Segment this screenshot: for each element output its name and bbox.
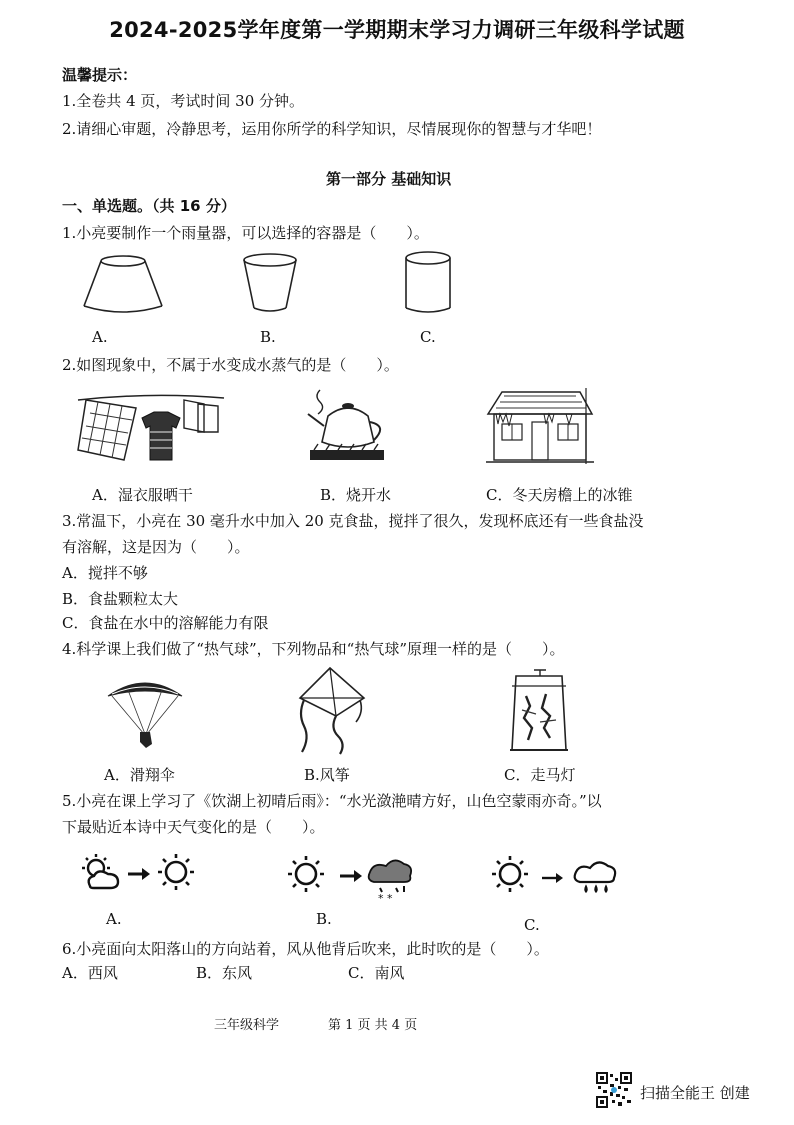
sun-icon	[158, 854, 194, 890]
q4-option-a: A．滑翔伞	[104, 766, 175, 784]
footer-subject: 三年级科学	[214, 1018, 280, 1033]
weather-option-a-figure	[76, 852, 202, 894]
q6-option-c: C．南风	[348, 964, 405, 982]
question-5-stem-line1: 5.小亮在课上学习了《饮湖上初晴后雨》：“水光潋滟晴方好，山色空蒙雨亦奇。”以	[62, 792, 602, 810]
q1-option-c: C.	[420, 328, 436, 346]
question-6-stem: 6.小亮面向太阳落山的方向站着，风从他背后吹来，此时吹的是（ ）。	[62, 940, 549, 958]
kite-figure	[290, 664, 370, 756]
q5-option-c: C.	[524, 916, 540, 934]
q3-option-c: C．食盐在水中的溶解能力有限	[62, 614, 269, 632]
container-c-figure	[402, 250, 454, 318]
container-b-figure	[240, 252, 300, 316]
q6-option-a: A．西风	[62, 964, 118, 982]
question-2-stem: 2.如图现象中，不属于水变成水蒸气的是（ ）。	[62, 356, 399, 374]
q5-option-a: A.	[106, 910, 122, 928]
snow-cloud-icon	[369, 860, 411, 904]
sun-icon	[492, 856, 528, 892]
tips-heading: 温馨提示：	[62, 66, 138, 84]
q3-option-b: B．食盐颗粒太大	[62, 590, 179, 608]
section-title: 一、单选题。（共 16 分）	[62, 197, 236, 215]
q6-option-b: B．东风	[196, 964, 253, 982]
lantern-figure	[506, 666, 572, 756]
q2-option-c: C．冬天房檐上的冰锥	[486, 486, 633, 504]
q5-option-b: B.	[316, 910, 332, 928]
part-title: 第一部分 基础知识	[326, 170, 452, 188]
question-1-stem: 1.小亮要制作一个雨量器，可以选择的容器是（ ）。	[62, 224, 429, 242]
svg-text:* *: * *	[378, 892, 393, 904]
question-3-stem-line2: 有溶解，这是因为（ ）。	[62, 538, 250, 556]
boiling-kettle-figure	[302, 386, 394, 468]
q4-option-b: B.风筝	[304, 766, 350, 784]
question-4-stem: 4.科学课上我们做了“热气球”，下列物品和“热气球”原理一样的是（ ）。	[62, 640, 565, 658]
wet-clothes-figure	[76, 388, 226, 468]
q1-option-a: A.	[92, 328, 108, 346]
question-5-stem-line2: 下最贴近本诗中天气变化的是（ ）。	[62, 818, 325, 836]
rain-cloud-icon	[575, 862, 615, 892]
scanner-watermark: 扫描全能王 创建	[640, 1084, 750, 1102]
q2-option-b: B．烧开水	[320, 486, 392, 504]
q1-option-b: B.	[260, 328, 276, 346]
qr-code-icon	[596, 1072, 632, 1108]
q3-option-a: A．搅拌不够	[62, 564, 148, 582]
partly-cloudy-icon	[82, 854, 118, 888]
tip-item: 2.请细心审题，冷静思考，运用你所学的科学知识，尽情展现你的智慧与才华吧！	[62, 120, 602, 138]
icicle-house-figure	[484, 384, 596, 470]
sun-icon	[288, 856, 324, 892]
page-title: 2024-2025学年度第一学期期末学习力调研三年级科学试题	[109, 18, 685, 42]
question-3-stem-line1: 3.常温下，小亮在 30 毫升水中加入 20 克食盐，搅拌了很久，发现杯底还有一些食盐没	[62, 512, 644, 530]
weather-option-c-figure	[490, 852, 620, 898]
q2-option-a: A．湿衣服晒干	[92, 486, 193, 504]
q4-option-c: C．走马灯	[504, 766, 576, 784]
paraglider-figure	[104, 674, 186, 750]
weather-option-b-figure	[286, 852, 416, 904]
tip-item: 1.全卷共 4 页，考试时间 30 分钟。	[62, 92, 305, 110]
footer-page-number: 第 1 页 共 4 页	[328, 1018, 418, 1033]
container-a-figure	[78, 254, 168, 316]
